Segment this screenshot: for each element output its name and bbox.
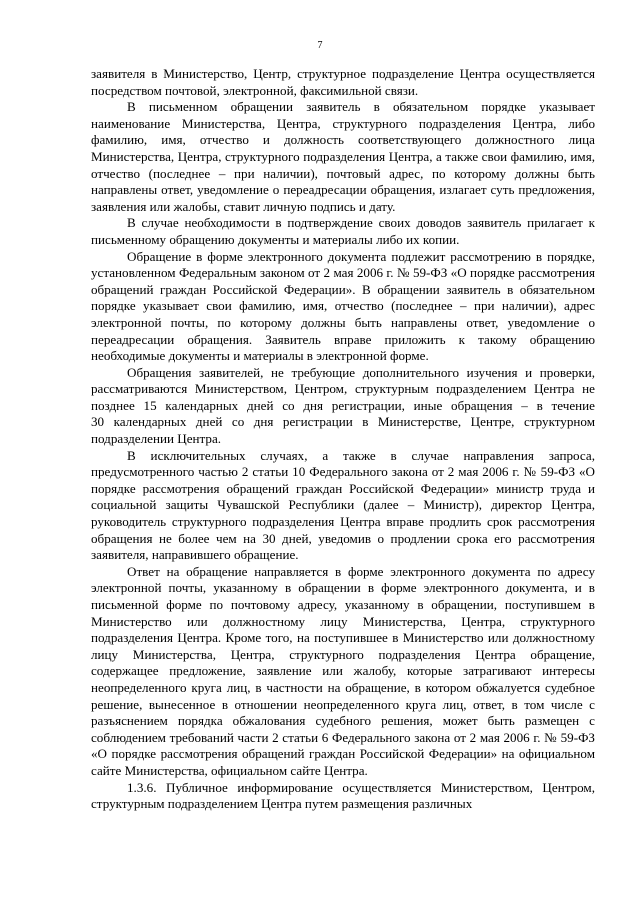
paragraph-extension: В исключительных случаях, а также в случае направления запроса, предусмотренного частью 2 статьи 10 Федерального закона от 2 мая 2006 г. № 59-ФЗ «О порядке рассмотрения обращений граждан Российской Федерации» министр труда и социальной защиты Чувашской Республики (далее – Министр), директор Центра, руководитель структурного подразделения Центра вправе продлить срок рассмотрения обращения не более чем на 30 дней, уведомив о продлении срока его рассмотрения заявителя, направившего обращение. [91,447,595,563]
paragraph-review-terms: Обращения заявителей, не требующие дополнительного изучения и проверки, рассматриваются Министерством, Центром, структурным подразделением Центра не позднее 15 календарных дней со дня регистрации, иные обращения – в течение [91,364,595,413]
paragraph-response: Ответ на обращение направляется в форме электронного документа по адресу электронной почты, указанному в обращении в форме электронного документа, и в письменной форме по почтовому адресу, указанному в обращении, поступившем в Министерство или должностному лицу Министерства, Центра, структурного подразделения Центра. Кроме того, на поступившее в Министерство или должностному лицу Министерства, Центра, структурного подразделения Центра обращение, содержащее предложение, заявление или жалобу, которые затрагивают интересы неопределенного круга лиц, в частности на обращение, в котором обжалуется судебное решение, вынесенное в отношении неопределенного круга лиц, ответ, в том числе с разъяснением порядка обжалования судебного решения, может быть размещен с соблюдением требований части 2 статьи 6 Федерального закона от 2 мая 2006 г. № 59-ФЗ «О порядке рассмотрения обращений граждан Российской Федерации» на официальном сайте Министерства, официальном сайте Центра. [91,563,595,778]
page-number: 7 [317,40,323,51]
paragraph-written-appeal: В письменном обращении заявитель в обязательном порядке указывает наименование Министерства, Центра, структурного подразделения Центра, либо фамилию, имя, отчество и должность соответствующего должностного лица Министерства, Центра, структурного подразделения Центра, а также свои фамилию, имя, отчество (последнее – при наличии), почтовый адрес, по которому должны быть направлены ответ, уведомление о переадресации обращения, излагает суть предложения, заявления или жалобы, ставит личную подпись и дату. [91,99,595,214]
paragraph-review-terms-cont: 30 календарных дней со дня регистрации в Министерстве, Центре, структурном подразделении Центра. [91,414,595,447]
paragraph-electronic-appeal: Обращение в форме электронного документа подлежит рассмотрению в порядке, установленном Федеральным законом от 2 мая 2006 г. № 59-ФЗ «О порядке рассмотрения обращений граждан Российской Федерации». В обращении заявитель в обязательном порядке указывает свои фамилию, имя, отчество (последнее – при наличии), адрес электронной почты, по которому должны быть направлены ответ, уведомление о переадресации обращения. Заявитель вправе приложить к такому обращению необходимые документы и материалы в электронной форме. [91,248,595,364]
paragraph-attachments: В случае необходимости в подтверждение своих доводов заявитель прилагает к письменному обращению документы и материалы либо их копии. [91,215,595,247]
paragraph-continuation: заявителя в Министерство, Центр, структурное подразделение Центра осуществляется посредством почтовой, электронной, факсимильной связи. [91,66,595,98]
paragraph-public-information: 1.3.6. Публичное информирование осуществляется Министерством, Центром, структурным подразделением Центра путем размещения различных [91,779,595,812]
document-body [91,66,595,813]
